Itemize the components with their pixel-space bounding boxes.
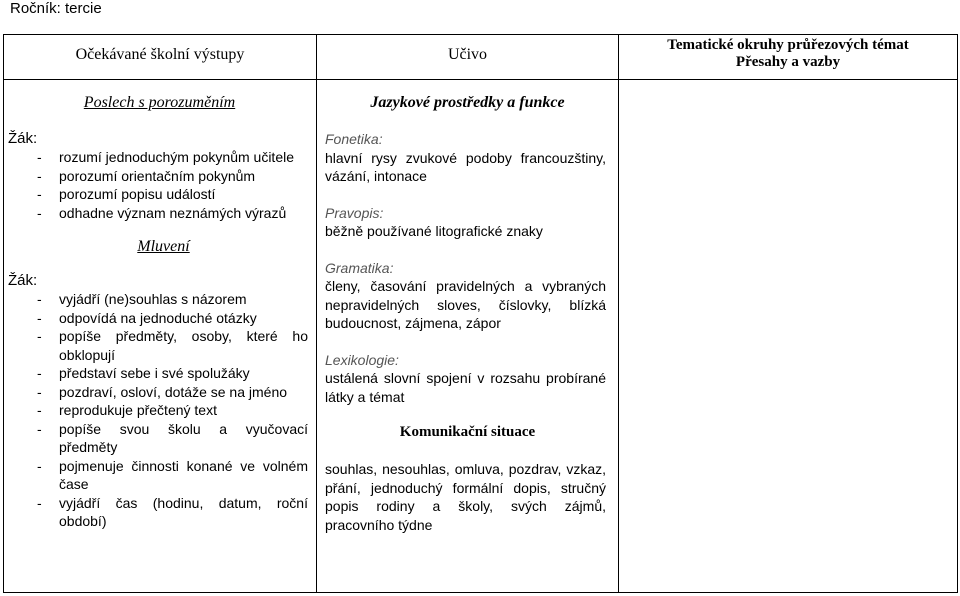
communication-situations-section <box>317 460 618 534</box>
section-speaking-title: Mluvení <box>137 238 190 255</box>
student-label-2: Žák: <box>8 272 38 289</box>
section-listening-title: Poslech s porozuměním <box>83 94 236 111</box>
grammar-text: členy, časování pravidelných a vybraných nepravidelných sloves, číslovky, blízká budoucnost, zájmena, zápor <box>325 278 606 331</box>
list-item: - vyjádří čas (hodinu, datum, roční období) <box>3 494 316 531</box>
list-item: - vyjádří (ne)souhlas s názorem <box>3 290 316 309</box>
table-border-bottom <box>3 592 958 593</box>
outcomes-column <box>3 86 316 531</box>
list-item: - představí sebe i své spolužáky <box>3 364 316 383</box>
listening-outcomes-list <box>3 148 316 222</box>
content-column <box>317 86 618 534</box>
list-item: - pozdraví, osloví, dotáže se na jméno <box>3 383 316 402</box>
speaking-outcomes-list <box>3 290 316 531</box>
table-border-right <box>957 34 958 593</box>
lexicology-label: Lexikologie: <box>325 351 399 368</box>
orthography-label: Pravopis: <box>325 204 384 221</box>
orthography-section <box>317 204 618 241</box>
communication-situations-text: souhlas, nesouhlas, omluva, pozdrav, vzkaz, přání, jednoduchý formální dopis, stručný popis rodiny a školy, svých zájmů, pracovního týdne <box>325 461 606 533</box>
list-item: - popíše předměty, osoby, které ho obklopují <box>3 327 316 364</box>
list-item: - reprodukuje přečtený text <box>3 401 316 420</box>
column-divider-2 <box>618 34 619 593</box>
list-item: - popíše svou školu a vyučovací předměty <box>3 420 316 457</box>
list-item: - odpovídá na jednoduché otázky <box>3 309 316 328</box>
header-content: Učivo <box>447 46 488 63</box>
language-means-title: Jazykové prostředky a funkce <box>370 94 565 111</box>
list-item: - pojmenuje činnosti konané ve volném čase <box>3 457 316 494</box>
lexicology-text: ustálená slovní spojení v rozsahu probírané látky a témat <box>325 370 606 405</box>
grammar-section <box>317 259 618 333</box>
phonetics-label: Fonetika: <box>325 131 383 147</box>
list-item: - rozumí jednoduchým pokynům učitele <box>3 148 316 167</box>
orthography-text: běžně používané litografické znaky <box>325 223 543 239</box>
lexicology-section <box>317 351 618 407</box>
header-outcomes: Očekávané školní výstupy <box>75 46 245 63</box>
header-cross-topics-line1: Tematické okruhy průřezových témat <box>667 37 909 53</box>
page-header: Ročník: tercie <box>10 0 102 17</box>
student-label-1: Žák: <box>8 130 38 147</box>
communication-situations-title: Komunikační situace <box>399 424 536 440</box>
table-border-top <box>3 34 958 35</box>
curriculum-table <box>3 34 958 593</box>
phonetics-section <box>317 130 618 186</box>
list-item: - porozumí orientačním pokynům <box>3 167 316 186</box>
header-divider <box>3 79 958 80</box>
grammar-label: Gramatika: <box>325 259 394 276</box>
list-item: - odhadne význam neznámých výrazů <box>3 204 316 223</box>
header-cross-topics <box>619 37 957 71</box>
header-cross-topics-line2: Přesahy a vazby <box>735 54 841 70</box>
list-item: - porozumí popisu událostí <box>3 185 316 204</box>
phonetics-text: hlavní rysy zvukové podoby francouzštiny, vázání, intonace <box>325 149 606 184</box>
